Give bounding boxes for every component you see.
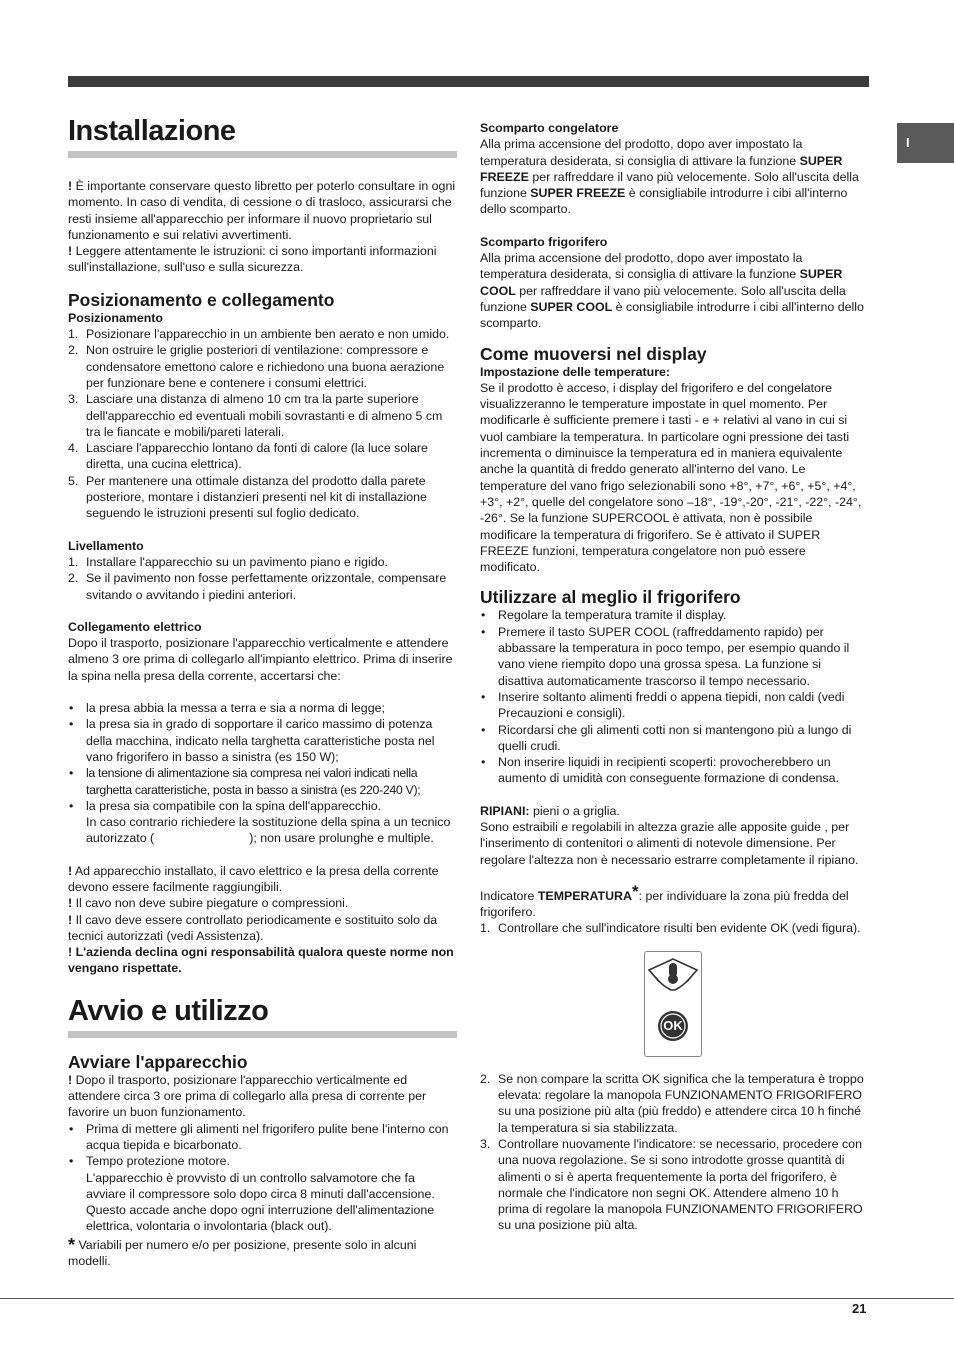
display-text: Se il prodotto è acceso, i display del frigorifero e del congelatore visualizzeranno le temperature impostate in quel momento. Per modificarle è sufficiente premere i tasti - e + relativi al vano in cui si vuol cambiare la temperatura. In particolare ogni pressione dei tasti incrementa o diminuisce la temperatura ed in maniera equivalente anche la quantità di freddo generato all'interno del vano. Le temperature del vano frigo selezionabili sono +8°, +7°, +6°, +5°, +4°, +3°, +2°, quelle del congelatore sono –18°, -19°,-20°, -21°, -22°, -24°, -26°. Se la funzione SUPERCOOL è attivata, non è possibile modificare la temperatura di frigorifero. Se è attivato il SUPER FREEZE funzioni, temperatura congelatore non può essere modificato. — [480, 380, 862, 575]
list-item: 1. Posizionare l'apparecchio in un ambiente ben aerato e non umido. — [68, 327, 450, 342]
subheading-impostazione-temperature: Impostazione delle temperature: — [480, 364, 671, 379]
collegamento-contrary: In caso contrario richiedere la sostituzione della spina a un tecnico autorizzato ( ); non usare prolunghe e multiple. — [86, 815, 451, 846]
livellamento-list — [68, 554, 457, 603]
list-item: 5. Per mantenere una ottimale distanza del prodotto dalla parete posteriore, montare i distanzieri presenti nel kit di installazione seguendo le istruzioni presenti sul foglio dedicato. — [68, 473, 427, 521]
list-item: • la presa abbia la messa a terra e sia a norma di legge; — [68, 700, 457, 716]
list-item: 2. Non ostruire le griglie posteriori di ventilazione: compressore e condensatore emettono calore e richiedono una buona aerazione per funzionare bene e contenere i consumi elettrici. — [68, 343, 445, 390]
avviare-list — [68, 1121, 457, 1170]
list-item: • la presa sia compatibile con la spina dell'apparecchio. — [68, 798, 457, 814]
collegamento-list — [68, 700, 457, 814]
left-column — [68, 113, 457, 1269]
list-item: 1. Installare l'apparecchio su un pavimento piano e rigido. — [68, 554, 388, 569]
list-item: 2. Se non compare la scritta OK significa che la temperatura è troppo elevata: regolare la manopola FUNZIONAMENTO FRIGORIFERO su una posizione più alta (più freddo) e attendere circa 10 h finché la temperatura si sia stabilizzata. — [480, 1071, 864, 1135]
list-item: • Non inserire liquidi in recipienti scoperti: provocherebbero un aumento di umidità con conseguente formazione di condensa. — [480, 754, 869, 787]
list-item: 2. Se il pavimento non fosse perfettamente orizzontale, compensare svitando o avvitando i piedini anteriori. — [68, 571, 447, 602]
footnote: * Variabili per numero e/o per posizione, presente solo in alcuni modelli. — [68, 1234, 417, 1269]
indicatore-list-1 — [480, 920, 869, 936]
frigorifero-text: Alla prima accensione del prodotto, dopo aver impostato la temperatura desiderata, si consiglia di attivare la funzione SUPER COOL per raffreddare il vano più velocemente. Solo all'uscita della funzione SUPER COOL è consigliabile introdurre i cibi all'interno dello scomparto. — [480, 251, 864, 331]
top-bar — [68, 76, 869, 87]
list-item: • la tensione di alimentazione sia compresa nei valori indicati nella targhetta caratteristiche, posta in basso a sinistra (es 220-240 V); — [68, 765, 457, 798]
congelatore-text: Alla prima accensione del prodotto, dopo aver impostato la temperatura desiderata, si consiglia di attivare la funzione SUPER FREEZE per raffreddare il vano più velocemente. Solo all'uscita della funzione SUPER FREEZE è consigliabile introdurre i cibi all'interno dello scomparto. — [480, 137, 859, 217]
list-item: 3. Lasciare una distanza di almeno 10 cm tra la parte superiore dell'apparecchio ed eventuali mobili sovrastanti e di almeno 5 cm tra le fiancate e mobili/pareti laterali. — [68, 392, 443, 439]
posizionamento-list — [68, 326, 457, 522]
collegamento-text: Dopo il trasporto, posizionare l'apparecchio verticalmente e attendere almeno 3 ore prima di collegarlo all'impianto elettrico. Prima di inserire la spina nella presa della corrente, accertarsi che: — [68, 636, 453, 683]
heading-avviare-apparecchio: Avviare l'apparecchio — [68, 1051, 248, 1072]
intro-paragraph-1: ! È importante conservare questo libretto per poterlo consultare in ogni momento. In caso di vendita, di cessione o di trasloco, assicurarsi che resti insieme all'apparecchio per informare il nuovo proprietario sul funzionamento e sui relativi avvertimenti. — [68, 179, 456, 242]
title-installazione: Installazione — [68, 115, 236, 147]
list-item: 4. Lasciare l'apparecchio lontano da fonti di calore (la luce solare diretta, una cucina elettrica). — [68, 441, 428, 472]
subheading-livellamento: Livellamento — [68, 538, 144, 553]
ripiani-line: RIPIANI: pieni o a griglia. — [480, 803, 620, 818]
meglio-list — [480, 607, 869, 786]
subheading-scomparto-frigorifero: Scomparto frigorifero — [480, 234, 608, 249]
indicatore-text: Indicatore TEMPERATURA*: per individuare la zona più fredda del frigorifero. — [480, 881, 849, 920]
language-tab: I — [897, 123, 954, 163]
subheading-posizionamento: Posizionamento — [68, 310, 164, 325]
right-column — [480, 120, 869, 1234]
list-item: • Inserire soltanto alimenti freddi o appena tiepidi, non caldi (vedi Precauzioni e consigli). — [480, 689, 869, 722]
warning-2: ! Il cavo non deve subire piegature o compressioni. — [68, 896, 349, 911]
ok-label: OK — [663, 1017, 683, 1033]
avviare-text: ! Dopo il trasporto, posizionare l'apparecchio verticalmente ed attendere circa 3 ore prima di collegarlo alla presa di corrente per favorire un buon funzionamento. — [68, 1072, 427, 1120]
indicatore-list-2 — [480, 1071, 869, 1234]
list-item: • la presa sia in grado di sopportare il carico massimo di potenza della macchina, indicato nella targhetta caratteristiche posta nel vano frigorifero in basso a sinistra (es 150 W); — [68, 716, 457, 765]
title-rule — [68, 1031, 457, 1038]
page-number: 21 — [852, 1301, 867, 1316]
title-rule — [68, 151, 457, 158]
heading-posizionamento-collegamento: Posizionamento e collegamento — [68, 289, 335, 310]
list-item: • Prima di mettere gli alimenti nel frigorifero pulite bene l'interno con acqua tiepida e bicarbonato. — [68, 1121, 457, 1154]
heading-display: Come muoversi nel display — [480, 343, 707, 364]
list-item: • Tempo protezione motore. — [68, 1153, 457, 1169]
warning-1: ! Ad apparecchio installato, il cavo elettrico e la presa della corrente devono essere facilmente raggiungibili. — [68, 863, 439, 894]
list-item: • Regolare la temperatura tramite il display. — [480, 607, 869, 623]
temperature-indicator-figure — [644, 951, 702, 1057]
list-item: • Ricordarsi che gli alimenti cotti non si mantengono più a lungo di quelli crudi. — [480, 722, 869, 755]
ripiani-text: Sono estraibili e regolabili in altezza grazie alle apposite guide , per l'inserimento di contenitori o alimenti di notevole dimensione. Per regolare l'altezza non è necessario estrarre completamente il ripiano. — [480, 819, 859, 867]
list-item: 3. Controllare nuovamente l'indicatore: se necessario, procedere con una nuova regolazione. Se si sono introdotte grosse quantità di alimenti o si è aperta frequentemente la porta del frigorifero, è normale che l'indicatore non segni OK. Attendere almeno 10 h prima di regolare la manopola FUNZIONAMENTO FRIGORIFERO su una posizione più alta. — [480, 1136, 863, 1233]
footer-rule — [0, 1298, 954, 1299]
thermometer-icon — [645, 952, 701, 1056]
list-item: 1. Controllare che sull'indicatore risulti ben evidente OK (vedi figura). — [480, 921, 861, 936]
avviare-motor-text: L'apparecchio è provvisto di un controllo salvamotore che fa avviare il compressore solo dopo circa 8 minuti dall'accensione. Questo accade anche dopo ogni interruzione dell'alimentazione elettrica, volontaria o involontaria (black out). — [86, 1170, 435, 1234]
intro-paragraph-2: ! Leggere attentamente le istruzioni: ci sono importanti informazioni sull'installazione, sull'uso e sulla sicurezza. — [68, 244, 437, 275]
list-item: • Premere il tasto SUPER COOL (raffreddamento rapido) per abbassare la temperatura in poco tempo, per esempio quando il vano viene riempito dopo una grossa spesa. La funzione si disattiva automaticamente trascorso il tempo necessario. — [480, 624, 869, 689]
subheading-collegamento-elettrico: Collegamento elettrico — [68, 619, 202, 634]
subheading-scomparto-congelatore: Scomparto congelatore — [480, 121, 619, 135]
title-avvio-utilizzo: Avvio e utilizzo — [68, 994, 269, 1027]
warning-3: ! Il cavo deve essere controllato periodicamente e sostituito solo da tecnici autorizzati (vedi Assistenza). — [68, 912, 438, 943]
warning-4: ! L'azienda declina ogni responsabilità qualora queste norme non vengano rispettate. — [68, 945, 454, 976]
heading-utilizzare-frigorifero: Utilizzare al meglio il frigorifero — [480, 587, 741, 608]
